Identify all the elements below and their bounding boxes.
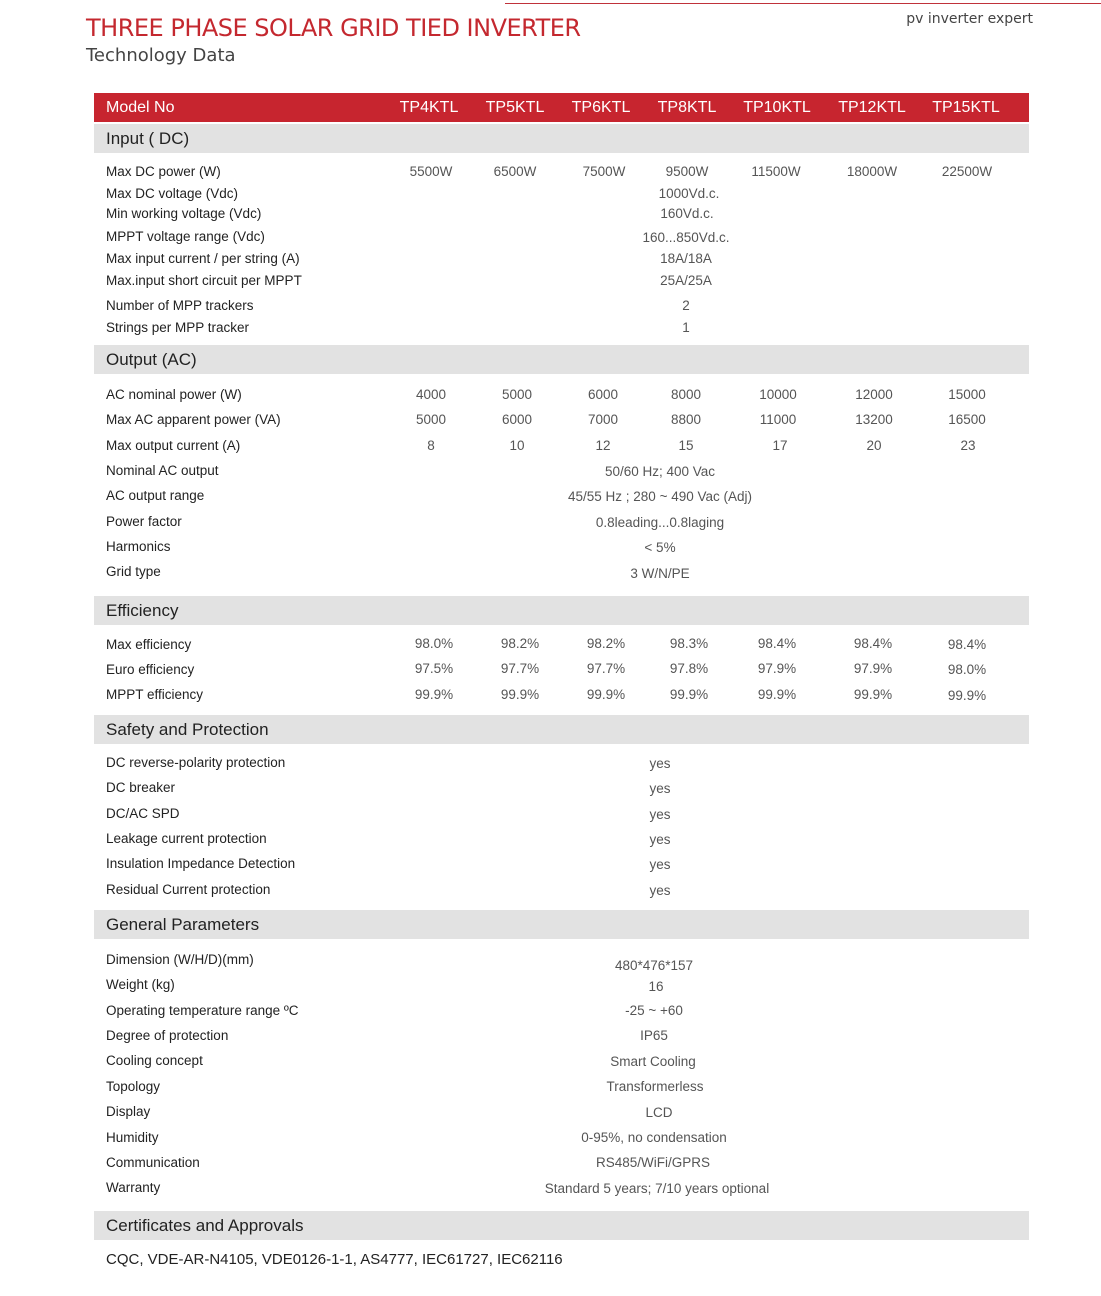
model-name: TP5KTL [485, 99, 545, 116]
section-title: Input ( DC) [106, 129, 190, 148]
spec-value: 6500W [493, 164, 537, 179]
spec-value: Smart Cooling [610, 1054, 696, 1069]
spec-value: IP65 [640, 1028, 668, 1043]
spec-value: yes [649, 857, 671, 872]
spec-value: 18000W [846, 164, 898, 179]
spec-value: 160Vd.c. [660, 206, 714, 221]
spec-value: 8000 [670, 387, 702, 402]
spec-value: 4000 [415, 387, 447, 402]
spec-value: 97.9% [757, 661, 797, 676]
spec-value: 97.7% [586, 661, 626, 676]
spec-value: 0.8leading...0.8laging [595, 515, 725, 530]
spec-value: 99.9% [853, 687, 893, 702]
spec-value: 25A/25A [660, 273, 712, 288]
spec-value: 97.7% [500, 661, 540, 676]
spec-value: 6000 [587, 387, 619, 402]
spec-label: Grid type [106, 564, 161, 579]
spec-value: 5000 [415, 412, 447, 427]
spec-value: 16500 [948, 412, 986, 427]
spec-value: 97.8% [669, 661, 709, 676]
spec-label: DC reverse-polarity protection [106, 755, 286, 770]
spec-label: AC nominal power (W) [106, 387, 242, 402]
spec-value: 10 [509, 438, 525, 453]
brand-tagline: pv inverter expert [906, 11, 1033, 27]
spec-value: 12 [595, 438, 611, 453]
spec-value: 22500W [941, 164, 993, 179]
spec-value: 98.0% [947, 662, 987, 677]
spec-label: Harmonics [106, 539, 171, 554]
section-title: Safety and Protection [106, 720, 269, 739]
spec-value: 98.4% [947, 637, 987, 652]
spec-label: Operating temperature range ºC [106, 1003, 299, 1018]
spec-label: Number of MPP trackers [106, 298, 254, 313]
section-header-output [94, 345, 1029, 374]
spec-value: 10000 [759, 387, 797, 402]
spec-value: 15 [678, 438, 694, 453]
spec-value: 6000 [501, 412, 533, 427]
spec-value: 50/60 Hz; 400 Vac [604, 464, 716, 479]
spec-value: 99.9% [757, 687, 797, 702]
spec-value: 1 [682, 320, 690, 335]
spec-label: Leakage current protection [106, 831, 267, 846]
spec-value: 99.9% [586, 687, 626, 702]
spec-label: Residual Current protection [106, 882, 271, 897]
spec-label: MPPT efficiency [106, 687, 204, 702]
model-name: TP15KTL [932, 99, 1000, 116]
page-title: THREE PHASE SOLAR GRID TIED INVERTER [86, 14, 581, 42]
spec-value: 97.9% [853, 661, 893, 676]
spec-value: 98.4% [757, 636, 797, 651]
spec-label: Max DC power (W) [106, 164, 221, 179]
spec-label: Max.input short circuit per MPPT [106, 273, 302, 288]
spec-value: 160...850Vd.c. [642, 230, 730, 245]
spec-label: Euro efficiency [106, 662, 195, 677]
spec-label: MPPT voltage range (Vdc) [106, 229, 265, 244]
spec-value: yes [649, 883, 671, 898]
spec-label: Power factor [106, 514, 182, 529]
spec-value: 17 [772, 438, 788, 453]
spec-value: 480*476*157 [614, 958, 694, 973]
spec-value: 18A/18A [660, 251, 712, 266]
spec-value: yes [649, 832, 671, 847]
model-name: TP10KTL [743, 99, 811, 116]
spec-value: 12000 [855, 387, 893, 402]
model-name: TP6KTL [571, 99, 631, 116]
spec-label: DC breaker [106, 780, 176, 795]
spec-label: Insulation Impedance Detection [106, 856, 296, 871]
spec-value: 99.9% [669, 687, 709, 702]
spec-label: Degree of protection [106, 1028, 229, 1043]
spec-label: Cooling concept [106, 1053, 203, 1068]
spec-value: 98.2% [586, 636, 626, 651]
spec-value: Standard 5 years; 7/10 years optional [544, 1181, 770, 1196]
spec-label: Max DC voltage (Vdc) [106, 186, 239, 201]
spec-value: 7500W [582, 164, 626, 179]
spec-value: 5000 [501, 387, 533, 402]
spec-label: Humidity [106, 1130, 159, 1145]
spec-label: DC/AC SPD [106, 806, 180, 821]
spec-value: 98.3% [669, 636, 709, 651]
spec-value: 98.4% [853, 636, 893, 651]
section-header-general [94, 910, 1029, 939]
spec-value: LCD [645, 1105, 673, 1120]
spec-label: Max input current / per string (A) [106, 251, 300, 266]
model-name: TP12KTL [838, 99, 906, 116]
spec-value: 23 [960, 438, 976, 453]
section-header-input [94, 124, 1029, 153]
spec-value: 16 [648, 979, 664, 994]
spec-value: 7000 [587, 412, 619, 427]
spec-value: 15000 [948, 387, 986, 402]
section-title: Certificates and Approvals [106, 1216, 304, 1235]
spec-value: 98.0% [414, 636, 454, 651]
spec-label: Weight (kg) [106, 977, 175, 992]
spec-value: 97.5% [414, 661, 454, 676]
model-name: TP4KTL [399, 99, 459, 116]
spec-value: 98.2% [500, 636, 540, 651]
spec-value: 8800 [670, 412, 702, 427]
spec-value: 99.9% [500, 687, 540, 702]
model-name: TP8KTL [657, 99, 717, 116]
spec-label: Warranty [106, 1180, 161, 1195]
spec-label: Max efficiency [106, 637, 192, 652]
spec-label: Display [106, 1104, 151, 1119]
spec-value: 45/55 Hz ; 280 ~ 490 Vac (Adj) [568, 489, 752, 504]
spec-label: Dimension (W/H/D)(mm) [106, 952, 254, 967]
spec-value: < 5% [644, 540, 676, 555]
section-title: Efficiency [106, 601, 179, 620]
section-title: General Parameters [106, 915, 260, 934]
spec-label: Min working voltage (Vdc) [106, 206, 262, 221]
spec-value: yes [649, 781, 671, 796]
top-rule [505, 3, 1101, 4]
spec-value: yes [649, 756, 671, 771]
section-header-safety [94, 715, 1029, 744]
section-title: Output (AC) [106, 350, 197, 369]
spec-value: 2 [682, 298, 690, 313]
spec-label: Topology [106, 1079, 161, 1094]
spec-label: Communication [106, 1155, 200, 1170]
spec-value: 5500W [409, 164, 453, 179]
spec-value: 9500W [665, 164, 709, 179]
spec-value: -25 ~ +60 [625, 1003, 683, 1018]
page-subtitle: Technology Data [86, 45, 236, 66]
spec-label: Max output current (A) [106, 438, 241, 453]
certificates-list: CQC, VDE-AR-N4105, VDE0126-1-1, AS4777, IEC61727, IEC62116 [106, 1251, 563, 1268]
spec-value: yes [649, 807, 671, 822]
spec-value: 0-95%, no condensation [581, 1130, 727, 1145]
spec-value: 11500W [751, 164, 801, 179]
spec-value: 1000Vd.c. [658, 186, 720, 201]
model-header-row [94, 93, 1029, 122]
spec-value: 3 W/N/PE [630, 566, 690, 581]
spec-value: RS485/WiFi/GPRS [595, 1155, 711, 1170]
spec-label: Max AC apparent power (VA) [106, 412, 281, 427]
spec-value: 11000 [759, 412, 797, 427]
spec-value: 13200 [855, 412, 893, 427]
spec-value: Transformerless [606, 1079, 704, 1094]
spec-value: 99.9% [414, 687, 454, 702]
model-header-label: Model No [106, 99, 175, 116]
spec-label: Strings per MPP tracker [106, 320, 250, 335]
spec-label: AC output range [106, 488, 205, 503]
spec-value: 20 [866, 438, 882, 453]
spec-value: 8 [427, 438, 435, 453]
section-header-efficiency [94, 596, 1029, 625]
spec-value: 99.9% [947, 688, 987, 703]
spec-label: Nominal AC output [106, 463, 219, 478]
section-header-certificates [94, 1211, 1029, 1240]
